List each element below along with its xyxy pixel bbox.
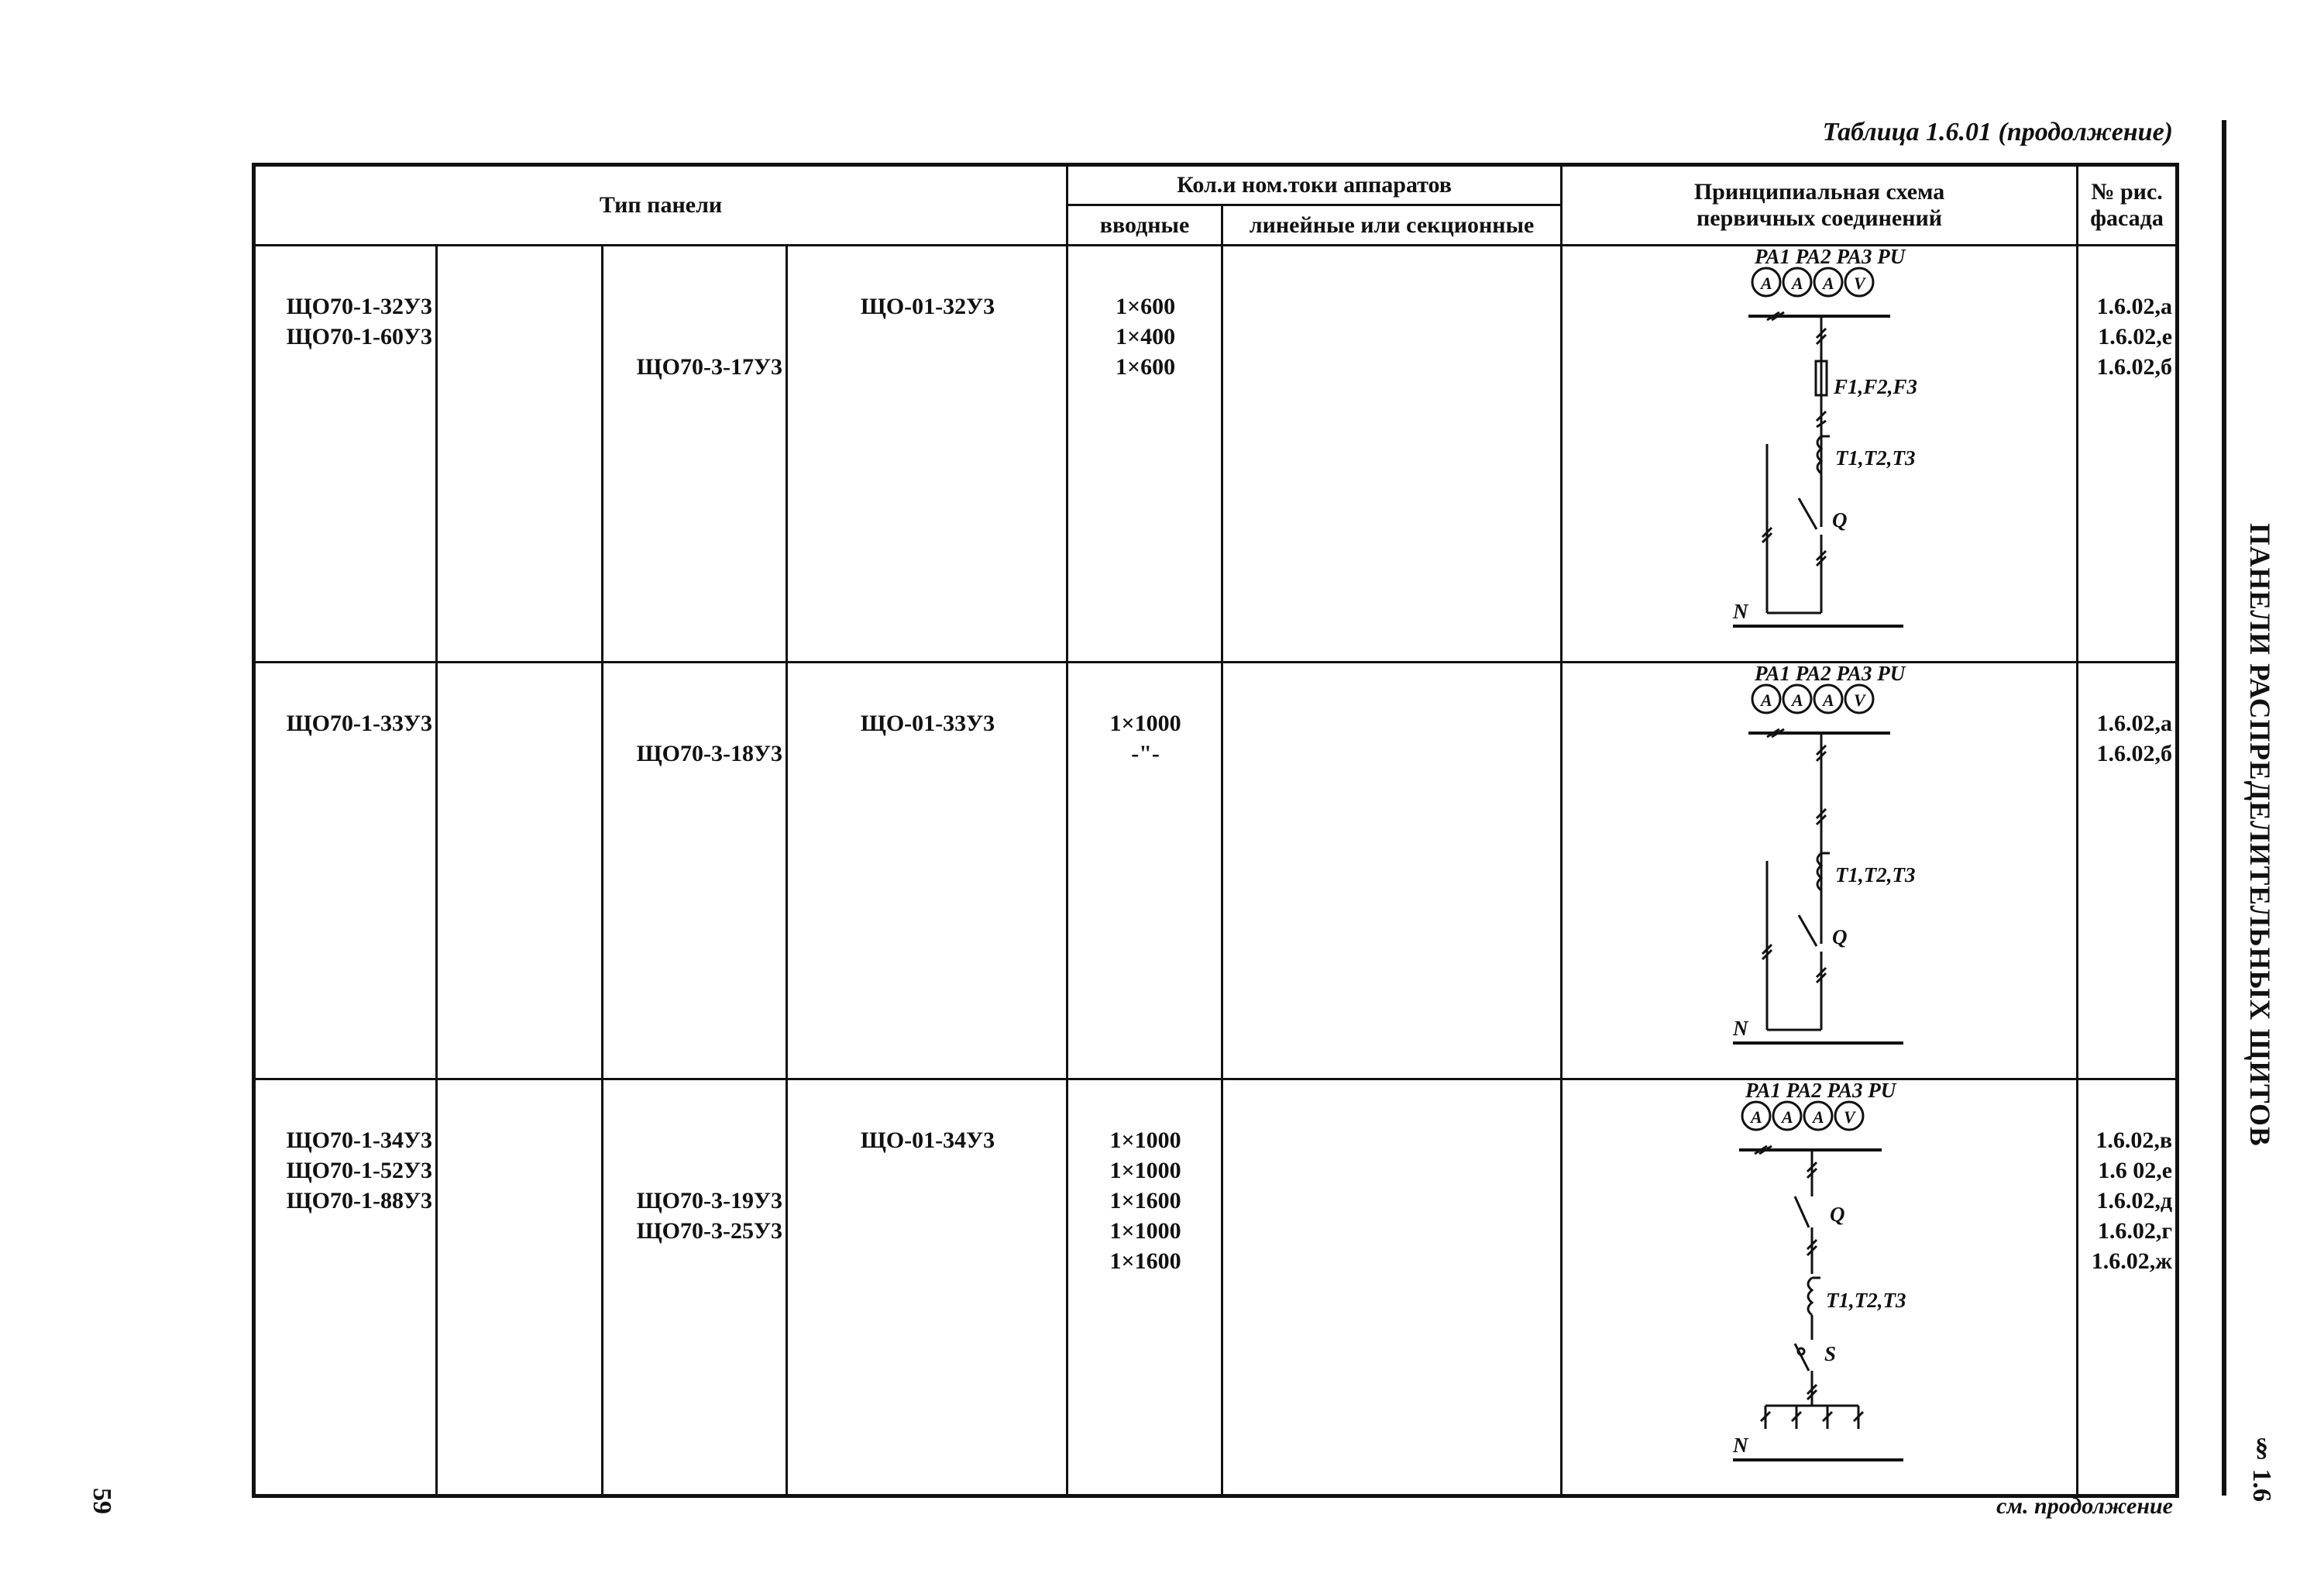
transformer-label: T1,T2,T3 bbox=[1835, 863, 1916, 886]
switch-q-icon bbox=[1795, 1196, 1809, 1227]
switch-q-icon bbox=[1799, 498, 1817, 529]
meter-a-label: A bbox=[1823, 274, 1834, 293]
fig-ref: 1.6.02,а bbox=[2096, 711, 2173, 736]
fig-ref: 1.6.02,б bbox=[2096, 741, 2173, 766]
page-number: 59 bbox=[88, 1488, 116, 1514]
fig-ref: 1.6 02,е bbox=[2098, 1158, 2173, 1183]
transformer-label: T1,T2,T3 bbox=[1835, 446, 1916, 470]
cell-col1 bbox=[254, 663, 437, 1079]
meter-v-label: V bbox=[1854, 690, 1865, 710]
neutral-label: N bbox=[1733, 1017, 1748, 1040]
header-scheme-line2: первичных соединений bbox=[1697, 205, 1943, 231]
fig-ref: 1.6.02,ж bbox=[2091, 1248, 2173, 1274]
panel-code: ЩО70-1-32У3 bbox=[286, 294, 432, 319]
panel-code: ЩО70-1-33У3 bbox=[286, 711, 432, 736]
panel-code: ЩО70-1-34У3 bbox=[286, 1127, 432, 1153]
cell-col4 bbox=[787, 246, 1067, 663]
meter-a-label: A bbox=[1782, 1107, 1793, 1127]
fuse-label: F1,F2,F3 bbox=[1834, 375, 1918, 398]
panel-code: ЩО70-3-25У3 bbox=[636, 1218, 782, 1244]
meter-v-label: V bbox=[1854, 274, 1865, 293]
side-section-number: § 1.6 bbox=[2247, 1434, 2276, 1502]
panel-code: ЩО70-3-17У3 bbox=[636, 354, 782, 380]
cell-col3 bbox=[603, 663, 787, 1079]
meter-a-label: A bbox=[1792, 690, 1803, 710]
fig-ref: 1.6.02,б bbox=[2096, 354, 2173, 380]
cell-col1 bbox=[254, 1079, 437, 1496]
panel-code: ЩО70-1-52У3 bbox=[286, 1158, 432, 1183]
meter-a-label: A bbox=[1823, 690, 1834, 710]
meter-a-label: A bbox=[1792, 274, 1803, 293]
cell-col2 bbox=[437, 1079, 603, 1496]
header-fig-line2: фасада bbox=[2090, 205, 2164, 231]
cell-input bbox=[1067, 1079, 1222, 1496]
meter-labels: PA1 PA2 PA3 PU bbox=[1755, 246, 1906, 268]
cell-col3 bbox=[603, 1079, 787, 1496]
meter-labels: PA1 PA2 PA3 PU bbox=[1755, 663, 1906, 685]
transformer-label: T1,T2,T3 bbox=[1826, 1289, 1906, 1312]
continuation-note: см. продолжение bbox=[1996, 1493, 2173, 1519]
scheme-cell bbox=[1562, 246, 2078, 663]
cell-col4 bbox=[787, 1079, 1067, 1496]
panel-code: ЩО70-1-88У3 bbox=[286, 1188, 432, 1213]
header-scheme-line1: Принципиальная схема bbox=[1693, 179, 1945, 205]
input-current: 1×1000 bbox=[1109, 1158, 1181, 1183]
input-current: 1×400 bbox=[1115, 324, 1176, 349]
side-section-title: ПАНЕЛИ РАСПРЕДЕЛИТЕЛЬНЫХ ЩИТОВ bbox=[2243, 523, 2275, 1147]
cell-col2 bbox=[437, 246, 603, 663]
input-current: 1×600 bbox=[1115, 354, 1176, 380]
neutral-label: N bbox=[1733, 1434, 1748, 1457]
panel-code: ЩО70-3-19У3 bbox=[636, 1188, 782, 1213]
cell-figs bbox=[2078, 663, 2178, 1079]
cell-linear bbox=[1222, 663, 1562, 1079]
fig-ref: 1.6.02,д bbox=[2096, 1188, 2173, 1213]
input-current: 1×1000 bbox=[1109, 1218, 1181, 1244]
header-panel-type: Тип панели bbox=[254, 165, 1067, 246]
fig-ref: 1.6.02,е bbox=[2098, 324, 2173, 349]
header-input: вводные bbox=[1067, 205, 1222, 246]
table-row bbox=[254, 1079, 2178, 1496]
meter-v-label: V bbox=[1844, 1107, 1855, 1127]
neutral-label: N bbox=[1733, 600, 1748, 623]
scheme-diagram-2 bbox=[1563, 663, 2077, 1079]
table-caption: Таблица 1.6.01 (продолжение) bbox=[1822, 118, 2173, 146]
scheme-diagram-1 bbox=[1563, 246, 2077, 662]
switch-s-label: S bbox=[1824, 1342, 1837, 1365]
meter-a-label: A bbox=[1761, 690, 1772, 710]
scheme-cell bbox=[1562, 663, 2078, 1079]
input-current: 1×1600 bbox=[1109, 1248, 1181, 1274]
cell-figs bbox=[2078, 246, 2178, 663]
header-scheme bbox=[1562, 165, 2078, 246]
cell-col2 bbox=[437, 663, 603, 1079]
cell-linear bbox=[1222, 246, 1562, 663]
switch-label: Q bbox=[1832, 508, 1848, 532]
switch-q-icon bbox=[1799, 915, 1817, 946]
meter-labels: PA1 PA2 PA3 PU bbox=[1745, 1080, 1896, 1102]
switch-label: Q bbox=[1830, 1203, 1845, 1226]
fig-ref: 1.6.02,в bbox=[2095, 1127, 2173, 1153]
scheme-diagram-3 bbox=[1563, 1080, 2077, 1496]
cell-col3 bbox=[603, 246, 787, 663]
meter-a-label: A bbox=[1813, 1107, 1824, 1127]
input-current: 1×600 bbox=[1115, 294, 1176, 319]
header-fig bbox=[2078, 165, 2178, 246]
input-current: 1×1000 bbox=[1109, 1127, 1181, 1153]
cell-input bbox=[1067, 246, 1222, 663]
meter-a-label: A bbox=[1751, 1107, 1762, 1127]
header-apparatus: Кол.и ном.токи аппаратов bbox=[1067, 165, 1562, 205]
panel-code: ЩО70-3-18У3 bbox=[636, 741, 782, 766]
panel-code: ЩО-01-34У3 bbox=[860, 1127, 995, 1153]
table-row bbox=[254, 663, 2178, 1079]
panel-code: ЩО70-1-60У3 bbox=[286, 324, 432, 349]
fig-ref: 1.6.02,а bbox=[2096, 294, 2173, 319]
panel-code: ЩО-01-32У3 bbox=[860, 294, 995, 319]
cell-input bbox=[1067, 663, 1222, 1079]
scheme-cell bbox=[1562, 1079, 2078, 1496]
cell-figs bbox=[2078, 1079, 2178, 1496]
cell-col4 bbox=[787, 663, 1067, 1079]
table-row bbox=[254, 246, 2178, 663]
switch-label: Q bbox=[1832, 925, 1848, 948]
cell-col1 bbox=[254, 246, 437, 663]
input-current: -"- bbox=[1131, 741, 1160, 766]
transformer-icon bbox=[1808, 1278, 1812, 1315]
header-linear: линейные или секционные bbox=[1222, 205, 1562, 246]
header-fig-line1: № рис. bbox=[2091, 179, 2163, 205]
input-current: 1×1000 bbox=[1109, 711, 1181, 736]
panel-table bbox=[252, 163, 2179, 1498]
side-rule bbox=[2222, 120, 2226, 1496]
cell-linear bbox=[1222, 1079, 1562, 1496]
meter-a-label: A bbox=[1761, 274, 1772, 293]
panel-code: ЩО-01-33У3 bbox=[860, 711, 995, 736]
fig-ref: 1.6.02,г bbox=[2097, 1218, 2173, 1244]
input-current: 1×1600 bbox=[1109, 1188, 1181, 1213]
